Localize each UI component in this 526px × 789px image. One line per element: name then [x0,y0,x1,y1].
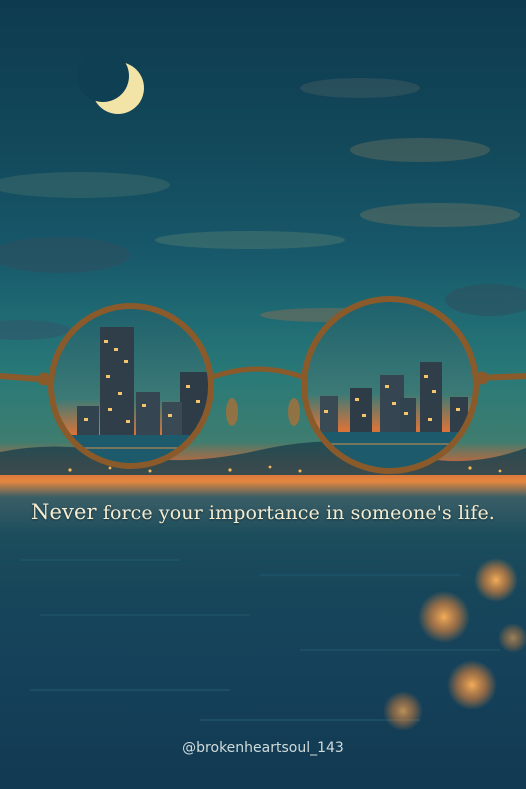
clouds [0,78,526,340]
quote-lead-word: Never [31,500,97,524]
crescent-moon-icon [77,50,144,114]
bokeh-lights [383,558,526,731]
quote-rest: force your importance in someone's life. [96,502,495,524]
quote-text [0,500,526,524]
water-ripples [20,560,500,720]
author-handle: @brokenheartsoul_143 [182,740,344,756]
